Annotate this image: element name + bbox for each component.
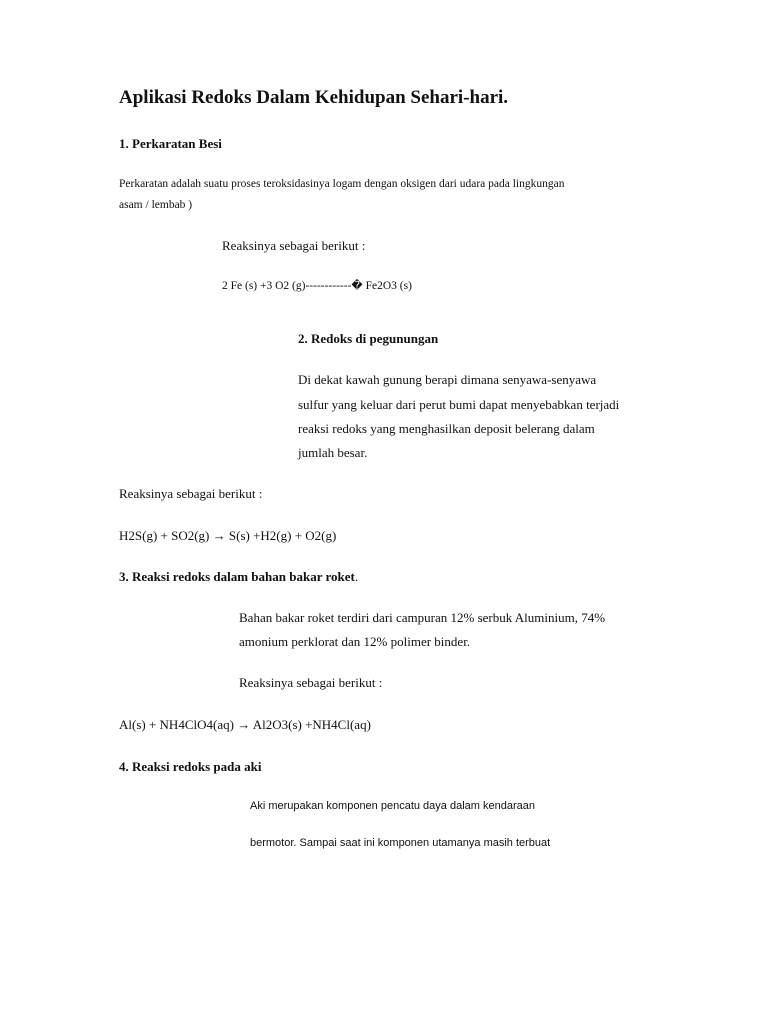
section-3-line-1: Bahan bakar roket terdiri dari campuran 12% serbuk Aluminium, 74% <box>239 610 606 625</box>
section-3-reaction-equation <box>119 718 371 733</box>
missing-glyph-icon: � <box>351 279 363 292</box>
reaction-left: 2 Fe (s) +3 O2 (g)------------ <box>222 280 352 292</box>
section-3-heading-period: . <box>354 569 359 584</box>
reaction-left: Al(s) + NH4ClO4(aq) <box>119 717 238 732</box>
reaction-arrow-icon: → <box>237 717 251 732</box>
section-2-line-2: sulfur yang keluar dari perut bumi dapat menyebabkan terjadi <box>298 397 620 412</box>
reaction-right: Al2O3(s) +NH4Cl(aq) <box>250 717 371 732</box>
section-1-paragraph-line-1: Perkaratan adalah suatu proses teroksidasinya logam dengan oksigen dari udara pada lingkungan <box>119 178 565 190</box>
section-3-line-2: amonium perklorat dan 12% polimer binder. <box>239 634 471 649</box>
section-2-line-4: jumlah besar. <box>298 445 368 460</box>
section-4-heading: 4. Reaksi redoks pada aki <box>119 759 262 774</box>
section-2-reaction-equation <box>119 529 336 544</box>
section-3-reaction-intro: Reaksinya sebagai berikut : <box>239 675 383 690</box>
section-2-reaction-intro: Reaksinya sebagai berikut : <box>119 486 263 501</box>
reaction-arrow-icon: → <box>212 528 226 543</box>
page-title: Aplikasi Redoks Dalam Kehidupan Sehari-hari. <box>119 87 509 108</box>
reaction-right: Fe2O3 (s) <box>362 280 412 292</box>
section-1-heading: 1. Perkaratan Besi <box>119 136 222 151</box>
section-2-line-1: Di dekat kawah gunung berapi dimana senyawa-senyawa <box>298 372 597 387</box>
section-4-line-1: Aki merupakan komponen pencatu daya dalam kendaraan <box>250 800 535 812</box>
section-2-heading: 2. Redoks di pegunungan <box>298 331 439 346</box>
section-1-reaction-intro: Reaksinya sebagai berikut : <box>222 238 366 253</box>
section-4-line-2: bermotor. Sampai saat ini komponen utamanya masih terbuat <box>250 837 551 849</box>
section-1-reaction-equation <box>222 280 412 293</box>
section-2-line-3: reaksi redoks yang menghasilkan deposit belerang dalam <box>298 421 595 436</box>
section-3-heading <box>119 570 358 585</box>
reaction-right: S(s) +H2(g) + O2(g) <box>225 528 337 543</box>
reaction-left: H2S(g) + SO2(g) <box>119 528 213 543</box>
section-3-heading-text: 3. Reaksi redoks dalam bahan bakar roket <box>119 569 355 584</box>
section-1-paragraph-line-2: asam / lembab ) <box>119 199 193 211</box>
